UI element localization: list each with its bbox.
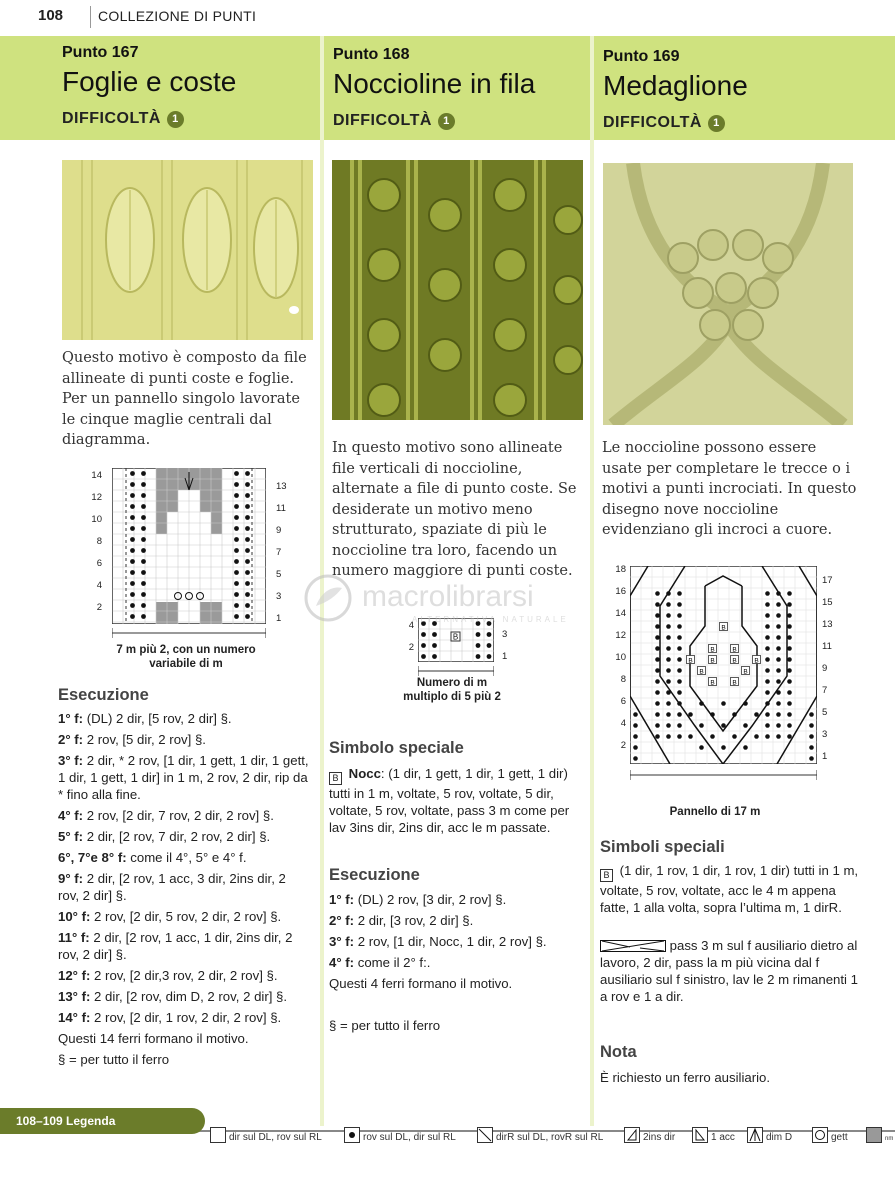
- watermark-tagline: ALTERNATIVA NATURALE: [412, 615, 569, 624]
- swatch-photo-167: [62, 160, 313, 340]
- no-stitch-icon: [866, 1127, 882, 1143]
- bobble-symbol: B: [732, 679, 737, 687]
- legend-nm: nm: [866, 1127, 893, 1143]
- row-number: 1: [822, 751, 828, 762]
- esecuzione-heading-168: Esecuzione: [329, 866, 420, 884]
- legend-tab-label: 108–109 Legenda: [16, 1114, 116, 1128]
- bobble-symbol: B: [600, 869, 613, 882]
- legend-acc: 1 acc: [692, 1127, 735, 1143]
- bobble-symbol: B: [721, 624, 726, 632]
- stitch-title: Foglie e coste: [62, 66, 237, 97]
- difficulty-label: DIFFICOLTÀ 1: [603, 114, 725, 132]
- instruction-row: 4° f: come il 2° f:.: [329, 955, 431, 970]
- row-number: 4: [96, 580, 102, 591]
- simbolo-label: Nocc: [348, 766, 381, 781]
- row-number: 1: [502, 651, 508, 662]
- difficulty-badge: 1: [438, 113, 455, 130]
- row-number: 1: [276, 613, 282, 624]
- description-168: In questo motivo sono allineate file verticali di noccioline, alternate a file di punto coste. Se desiderate un motivo meno strutturato, spaziate di più le noccioline tra loro, facendo un numero maggiore di punti coste.: [332, 440, 577, 579]
- difficulty-badge: 1: [708, 115, 725, 132]
- row-number: 11: [822, 641, 832, 652]
- running-header: [0, 0, 895, 34]
- legend-purl: rov sul DL, dir sul RL: [344, 1127, 456, 1143]
- instruction-row: 3° f: 2 dir, * 2 rov, [1 dir, 1 gett, 1 dir, 1 gett, 1 dir, 1 gett, 1 dir] in 1 m, 2 rov, 2 dir, rip da * fino alla fine.: [58, 753, 309, 802]
- description-167: Questo motivo è composto da file allineate di punti coste e foglie. Per un pannello singolo lavorate le cinque maglie centrali dal diagramma.: [62, 350, 307, 448]
- instruction-row: 4° f: 2 rov, [2 dir, 7 rov, 2 dir, 2 rov] §.: [58, 808, 274, 823]
- row-number: 17: [822, 575, 833, 586]
- esecuzione-heading-167: Esecuzione: [58, 686, 149, 704]
- bobble-symbol: B: [754, 657, 759, 665]
- yarn-over-symbol-icon: [812, 1127, 828, 1143]
- row-number: 6: [96, 558, 102, 569]
- legend-dimd: dim D: [747, 1127, 792, 1143]
- instruction-closing: Questi 4 ferri formano il motivo.: [329, 976, 513, 991]
- difficulty-label: DIFFICOLTÀ 1: [62, 110, 184, 128]
- row-number: 3: [502, 629, 508, 640]
- page-number: 108: [38, 7, 64, 24]
- instruction-row: 6°, 7°e 8° f: come il 4°, 5° e 4° f.: [58, 850, 247, 865]
- section-title: COLLEZIONE DI PUNTI: [98, 8, 257, 24]
- stitch-title: Medaglione: [603, 70, 748, 101]
- stitch-number: Punto 168: [333, 46, 410, 63]
- simbolo-desc: : (1 dir, 1 gett, 1 dir, 1 gett, 1 dir) tutti in 1 m, voltate, 5 rov, voltate, 5 dir, voltate, 5 rov, voltate, pass 3 m come per lav 3ins dir, 2ins dir, acc le m passate.: [329, 766, 570, 835]
- row-number: 2: [96, 602, 102, 613]
- instruction-footnote: § = per tutto il ferro: [58, 1052, 170, 1067]
- simboli-heading-169: Simboli speciali: [600, 838, 725, 856]
- bobble-symbol: B: [732, 657, 737, 665]
- row-number: 12: [615, 630, 626, 641]
- simbolo-cross-169: pass 3 m sul f ausiliario dietro al lavoro, 2 dir, pass la m più vicina dal f ausiliario sul f sinistro, lav le 2 m rimanenti 1 a rov e 1 a dir.: [600, 938, 858, 1004]
- bobble-symbol: B: [732, 646, 737, 654]
- instruction-row: 14° f: 2 rov, [2 dir, 1 rov, 2 dir, 2 rov] §.: [58, 1010, 282, 1025]
- instruction-row: 10° f: 2 rov, [2 dir, 5 rov, 2 dir, 2 rov] §.: [58, 909, 282, 924]
- row-number: 14: [91, 470, 102, 481]
- chart-caption-168: Numero di m multiplo di 5 più 2: [403, 677, 501, 703]
- k2tog-symbol-icon: [624, 1127, 640, 1143]
- bobble-symbol: B: [452, 632, 459, 642]
- row-number: 18: [615, 564, 626, 575]
- row-number: 5: [822, 707, 828, 718]
- row-number: 11: [276, 503, 286, 514]
- swatch-photo-168: [332, 160, 583, 420]
- instruction-row: 3° f: 2 rov, [1 dir, Nocc, 1 dir, 2 rov] §.: [329, 934, 547, 949]
- simbolo-b-169: B (1 dir, 1 rov, 1 dir, 1 rov, 1 dir) tutti in 1 m, voltate, 5 rov, voltate, acc le 4 m appena fatte, 1 alla volta, sopra l’ultima m, 1 dirR.: [600, 863, 859, 915]
- bobble-symbol: B: [710, 646, 715, 654]
- chart-caption-169: Pannello di 17 m: [669, 806, 761, 818]
- row-number: 13: [822, 619, 833, 630]
- watermark: [300, 570, 610, 630]
- instructions-168: [329, 891, 579, 1038]
- row-number: 12: [91, 492, 102, 503]
- chart-grid-167: [112, 468, 266, 624]
- row-number: 4: [408, 620, 414, 631]
- stitch-number: Punto 169: [603, 48, 680, 65]
- stitch-title: Noccioline in fila: [333, 68, 536, 99]
- row-number: 10: [91, 514, 102, 525]
- row-number: 7: [276, 547, 282, 558]
- bobble-symbol: B: [743, 668, 748, 676]
- instruction-row: 13° f: 2 dir, [2 rov, dim D, 2 rov, 2 dir] §.: [58, 989, 288, 1004]
- simbolo-text-168: [329, 765, 577, 836]
- instruction-row: 2° f: 2 dir, [3 rov, 2 dir] §.: [329, 913, 474, 928]
- difficulty-badge: 1: [167, 111, 184, 128]
- instructions-167: [58, 710, 310, 1072]
- simbolo-heading-168: Simbolo speciale: [329, 739, 464, 757]
- stitch-chart-167: [84, 466, 294, 636]
- description-169: Le noccioline possono essere usate per completare le trecce o i motivi a punti incrociati. In questo disegno nove noccioline evidenziano gli incroci a cuore.: [602, 440, 857, 538]
- bobble-symbol: B: [699, 668, 704, 676]
- instruction-row: 2° f: 2 rov, [5 dir, 2 rov] §.: [58, 732, 206, 747]
- stitch-number: Punto 167: [62, 44, 139, 61]
- stitch-chart-169: [608, 564, 848, 784]
- row-number: 8: [620, 674, 626, 685]
- difficulty-label: DIFFICOLTÀ 1: [333, 112, 455, 130]
- nota-heading-169: Nota: [600, 1043, 637, 1061]
- legend-yo: gett: [812, 1127, 848, 1143]
- instruction-row: 1° f: (DL) 2 dir, [5 rov, 2 dir] §.: [58, 711, 232, 726]
- twisted-symbol-icon: [477, 1127, 493, 1143]
- watermark-brand: macrolibrarsi: [362, 580, 534, 613]
- nota-text-169: È richiesto un ferro ausiliario.: [600, 1070, 771, 1085]
- row-number: 15: [822, 597, 833, 608]
- row-number: 8: [96, 536, 102, 547]
- bobble-symbol: B: [710, 657, 715, 665]
- double-dec-symbol-icon: [747, 1127, 763, 1143]
- instruction-row: 5° f: 2 dir, [2 rov, 7 dir, 2 rov, 2 dir] §.: [58, 829, 271, 844]
- chart-caption-167: 7 m più 2, con un numero variabile di m: [116, 644, 256, 670]
- swatch-photo-169: [603, 163, 853, 425]
- knit-symbol-icon: [210, 1127, 226, 1143]
- legend-knit: dir sul DL, rov sul RL: [210, 1127, 322, 1143]
- instruction-footnote: § = per tutto il ferro: [329, 1018, 441, 1033]
- purl-symbol-icon: [344, 1127, 360, 1143]
- bobble-symbol: B: [329, 772, 342, 785]
- row-number: 2: [408, 642, 414, 653]
- row-number: 14: [615, 608, 626, 619]
- row-number: 4: [620, 718, 626, 729]
- row-number: 3: [276, 591, 282, 602]
- instruction-row: 12° f: 2 rov, [2 dir,3 rov, 2 dir, 2 rov] §.: [58, 968, 278, 983]
- row-number: 10: [615, 652, 626, 663]
- chart-grid-169: [630, 566, 817, 764]
- row-number: 16: [615, 586, 626, 597]
- bobble-symbol: B: [710, 679, 715, 687]
- cross-cable-icon: [600, 940, 666, 952]
- row-number: 7: [822, 685, 828, 696]
- bobble-symbol: B: [688, 657, 693, 665]
- header-divider: [90, 6, 91, 28]
- skpo-symbol-icon: [692, 1127, 708, 1143]
- legend-k2tog: 2ins dir: [624, 1127, 675, 1143]
- row-number: 6: [620, 696, 626, 707]
- row-number: 3: [822, 729, 828, 740]
- instruction-row: 1° f: (DL) 2 rov, [3 dir, 2 rov] §.: [329, 892, 507, 907]
- row-number: 2: [620, 740, 626, 751]
- row-number: 9: [276, 525, 282, 536]
- row-number: 9: [822, 663, 828, 674]
- instruction-row: 11° f: 2 dir, [2 rov, 1 acc, 1 dir, 2ins dir, 2 rov, 2 dir] §.: [58, 930, 293, 962]
- legend-tbl: dirR sul DL, rovR sul RL: [477, 1127, 603, 1143]
- instruction-row: 9° f: 2 dir, [2 rov, 1 acc, 3 dir, 2ins dir, 2 rov, 2 dir] §.: [58, 871, 286, 903]
- row-number: 5: [276, 569, 282, 580]
- row-number: 13: [276, 481, 287, 492]
- instruction-closing: Questi 14 ferri formano il motivo.: [58, 1031, 249, 1046]
